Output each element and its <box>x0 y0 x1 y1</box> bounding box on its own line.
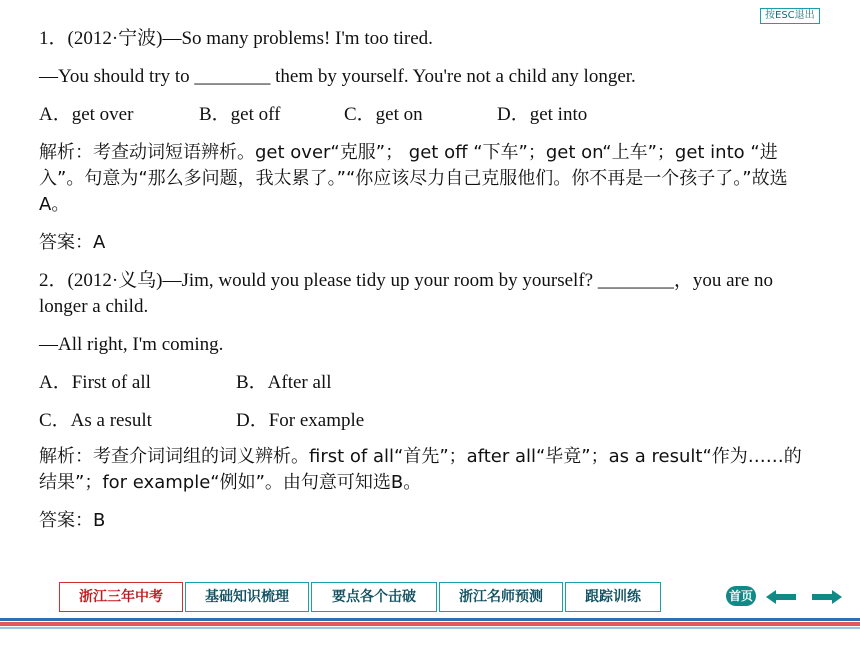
tab-zhejiang-exams[interactable]: 浙江三年中考 <box>59 582 183 612</box>
q1-option-c: C．get on <box>344 104 423 125</box>
q1-options <box>39 102 817 128</box>
q2-option-a: A．First of all <box>39 372 151 393</box>
esc-exit-button[interactable]: 按ESC退出 <box>760 8 820 24</box>
tab-basic-knowledge[interactable]: 基础知识梳理 <box>185 582 309 612</box>
prev-arrow-icon[interactable] <box>766 590 796 604</box>
q2-option-b: B．After all <box>236 372 332 393</box>
q1-analysis: 解析：考查动词短语辨析。get over“克服”； get off “下车”；get on“上车”；get into “进入”。句意为“那么多问题，我太累了。”“你应该尽力自己克服他们。你不再是一个孩子了。”故选A。 <box>39 142 788 215</box>
q1-option-a: A．get over <box>39 104 134 125</box>
q2-options-row2 <box>39 408 817 434</box>
q1-option-d: D．get into <box>497 104 588 125</box>
bottom-nav <box>59 582 663 612</box>
question-content <box>39 26 817 546</box>
q2-analysis: 解析：考查介词词组的词义辨析。first of all“首先”；after all“毕竟”；as a result“作为……的结果”；for example“例如”。由句意可知选B。 <box>39 446 802 493</box>
q1-option-b: B．get off <box>199 104 281 125</box>
q2-options-row1 <box>39 370 817 396</box>
footer-stripe-light <box>0 627 860 629</box>
q2-option-c: C．As a result <box>39 410 152 431</box>
footer-stripe-blue <box>0 618 860 621</box>
q1-line2: —You should try to ________ them by yourself. You're not a child any longer. <box>39 66 636 87</box>
q2-option-d: D．For example <box>236 410 365 431</box>
next-arrow-icon[interactable] <box>812 590 842 604</box>
q1-stem: 1．(2012·宁波)—So many problems! I'm too tired. <box>39 28 433 49</box>
q1-answer: 答案：A <box>39 232 106 253</box>
home-button[interactable]: 首页 <box>726 586 756 606</box>
tab-teacher-prediction[interactable]: 浙江名师预测 <box>439 582 563 612</box>
q2-line2: —All right, I'm coming. <box>39 334 224 355</box>
q2-answer: 答案：B <box>39 510 106 531</box>
tab-key-points[interactable]: 要点各个击破 <box>311 582 437 612</box>
q2-stem: 2．(2012·义乌)—Jim, would you please tidy up your room by yourself? ________，you are no longer a child. <box>39 270 774 317</box>
tab-follow-up-training[interactable]: 跟踪训练 <box>565 582 661 612</box>
footer-stripe-red <box>0 622 860 626</box>
